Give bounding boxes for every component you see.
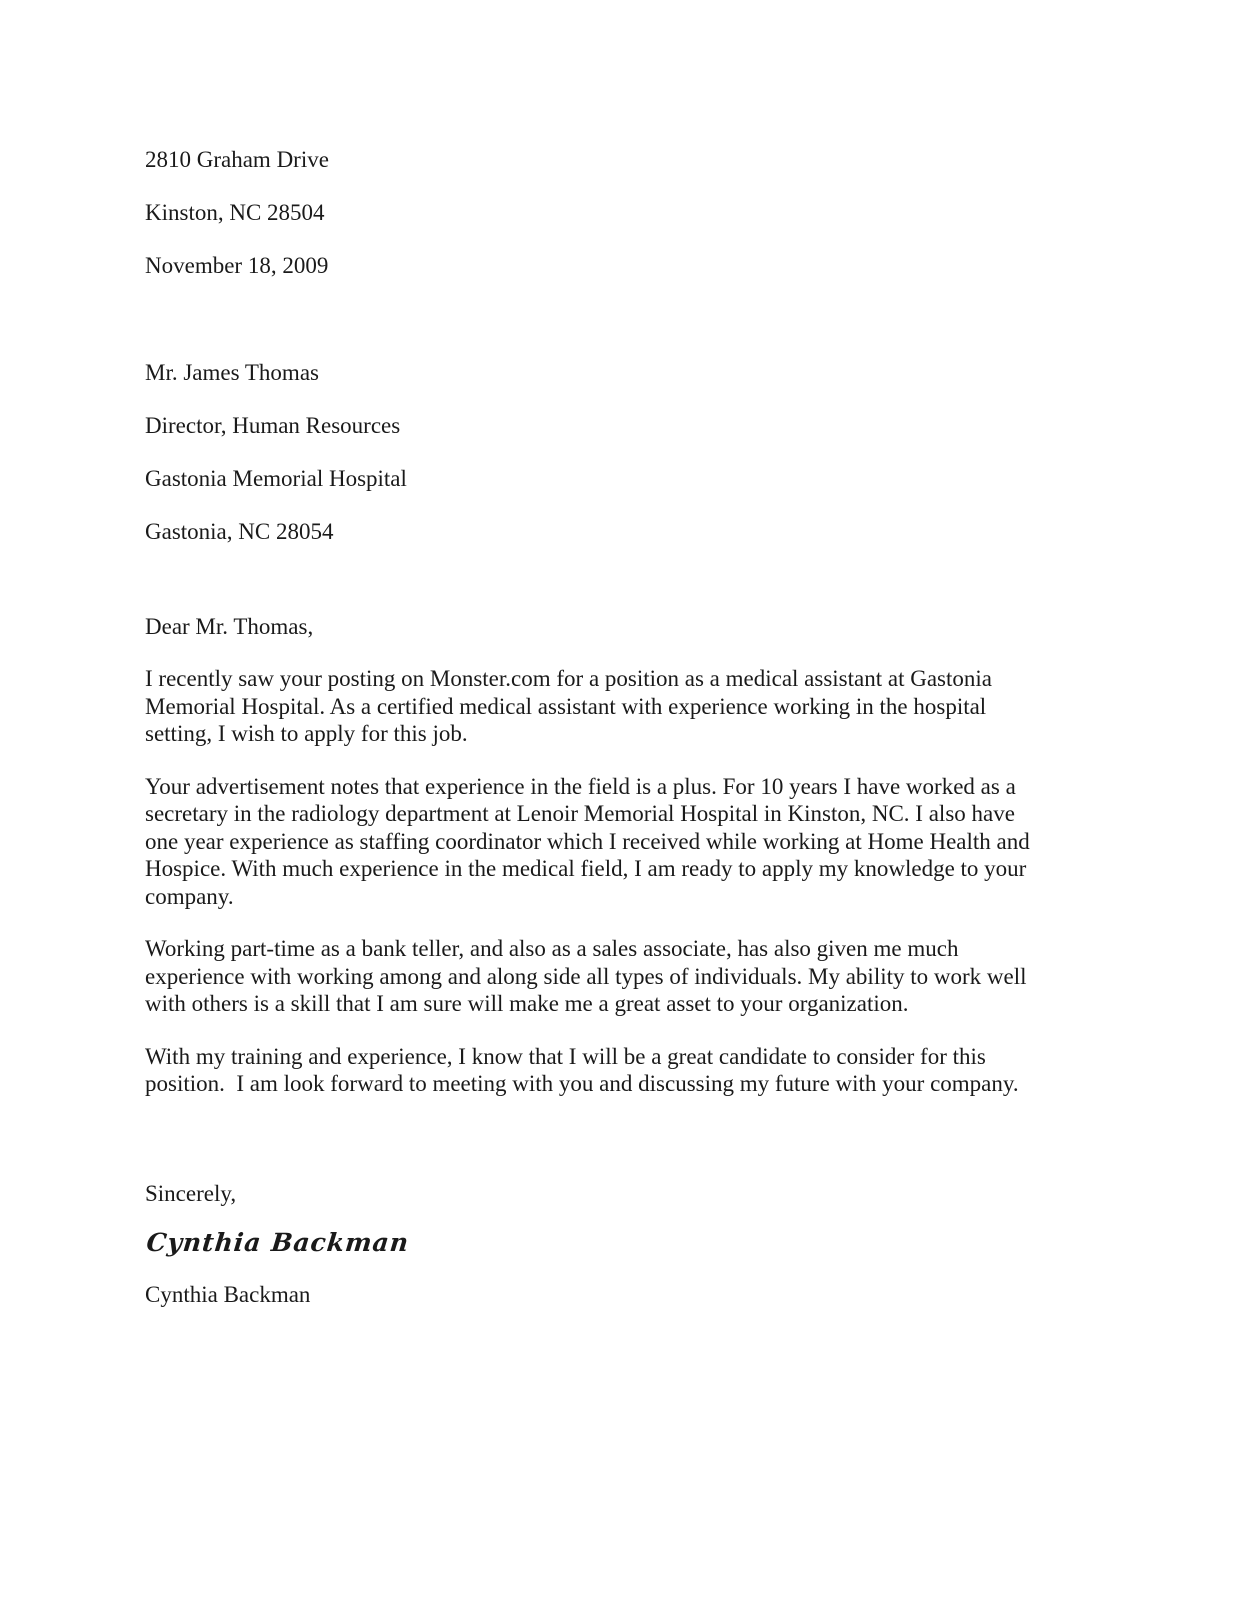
recipient-address-block: [145, 359, 1176, 545]
body-paragraph-3: Working part-time as a bank teller, and also as a sales associate, has also given me much experience with working among and along side all types of individuals. My ability to work well with others is a skill that I am sure will make me a great asset to your organization.: [145, 936, 1027, 1016]
sender-city-state-zip: Kinston, NC 28504: [145, 200, 325, 225]
recipient-city-state-zip: Gastonia, NC 28054: [145, 519, 334, 544]
sender-address-block: [145, 146, 1176, 279]
salutation: Dear Mr. Thomas,: [145, 614, 314, 639]
recipient-title: Director, Human Resources: [145, 413, 401, 438]
letter-date: November 18, 2009: [145, 253, 329, 278]
recipient-organization: Gastonia Memorial Hospital: [145, 466, 407, 491]
signature-handwritten: Cynthia Backman: [145, 1227, 411, 1257]
sender-street: 2810 Graham Drive: [145, 147, 329, 172]
body-paragraph-1: I recently saw your posting on Monster.com for a position as a medical assistant at Gastonia Memorial Hospital. As a certified medical assistant with experience working in the hospital setting, I wish to apply for this job.: [145, 666, 992, 746]
closing-salutation: Sincerely,: [145, 1180, 237, 1206]
body-paragraph-4: With my training and experience, I know that I will be a great candidate to consider for this position. I am look forward to meeting with you and discussing my future with your company.: [145, 1043, 1019, 1096]
recipient-name: Mr. James Thomas: [145, 360, 319, 385]
signature-typed-name: Cynthia Backman: [145, 1281, 311, 1307]
body-paragraph-2: Your advertisement notes that experience in the field is a plus. For 10 years I have worked as a secretary in the radiology department at Lenoir Memorial Hospital in Kinston, NC. I also have one year experience as staffing coordinator which I received while working at Home Health and Hospice. With much experience in the medical field, I am ready to apply my knowledge to your company.: [145, 773, 1030, 909]
